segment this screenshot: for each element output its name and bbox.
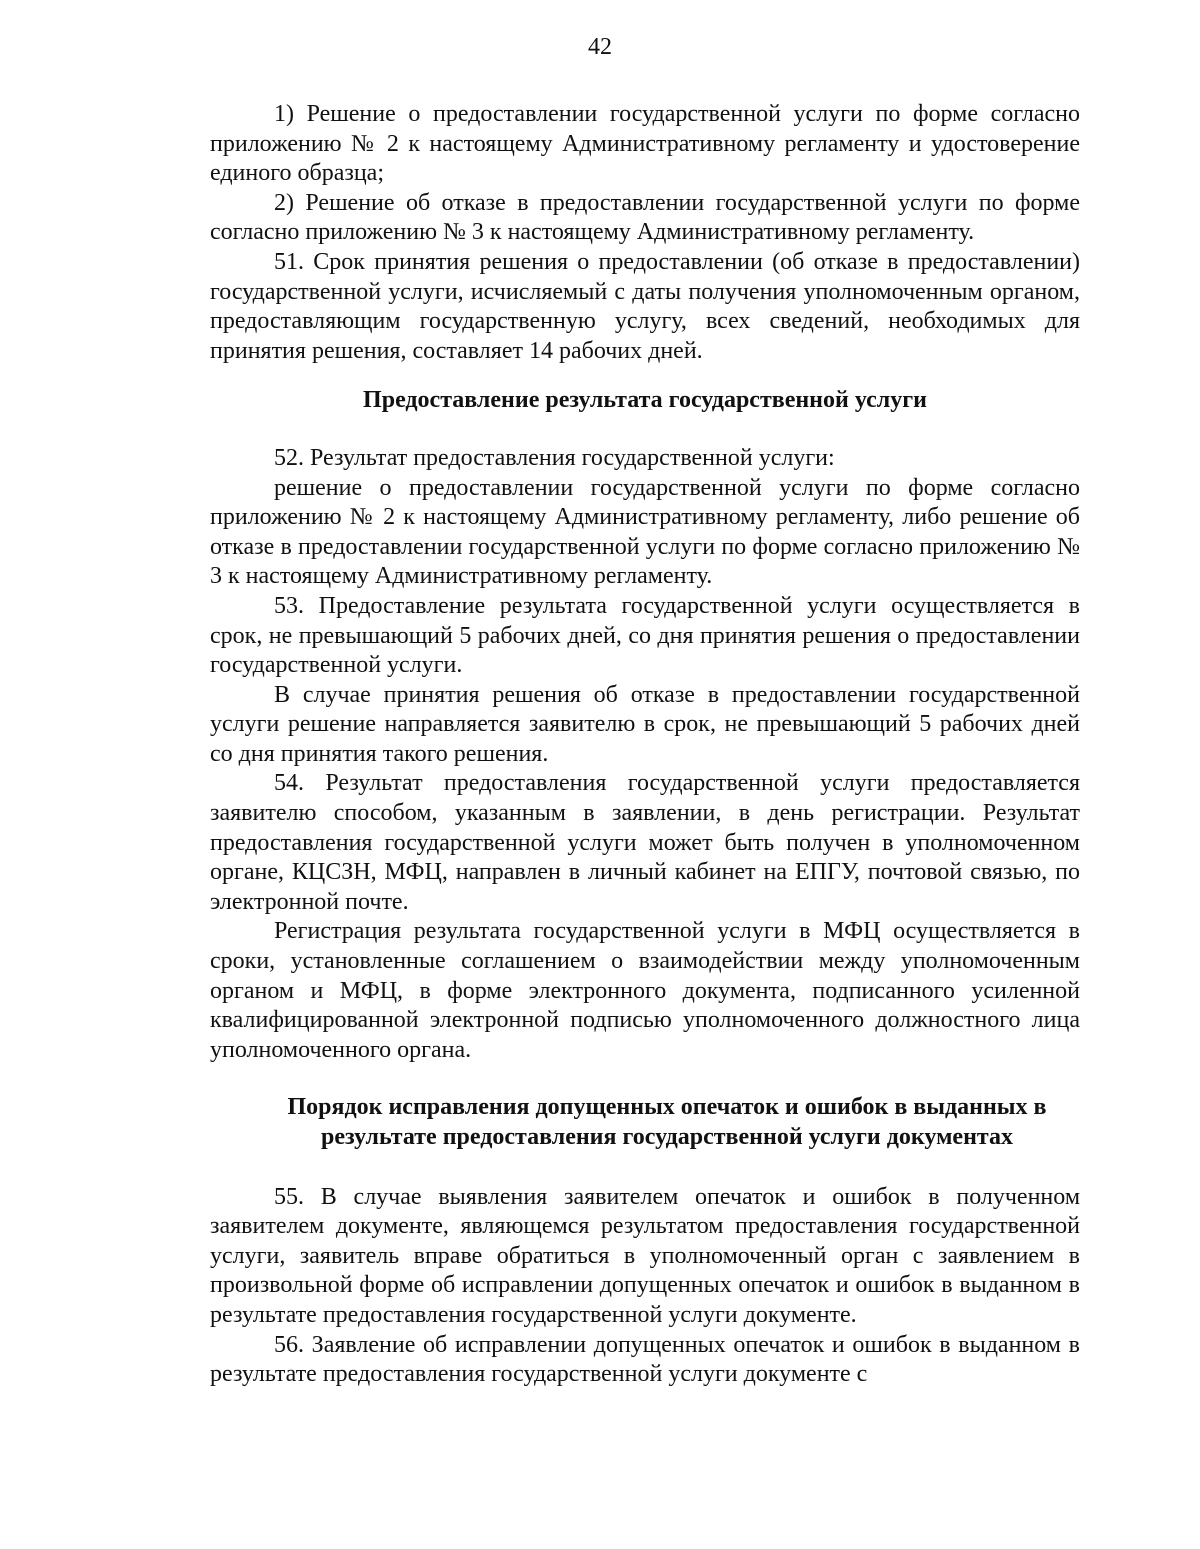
paragraph-item-2: 2) Решение об отказе в предоставлении государственной услуги по форме согласно приложению № 3 к настоящему Административному регламенту. xyxy=(210,189,1080,246)
paragraph-53-refusal: В случае принятия решения об отказе в предоставлении государственной услуги решение направляется заявителю в срок, не превышающий 5 рабочих дней со дня принятия такого решения. xyxy=(210,681,1080,767)
page-number: 42 xyxy=(588,34,612,60)
document-body xyxy=(210,100,1080,1390)
paragraph-51: 51. Срок принятия решения о предоставлении (об отказе в предоставлении) государственной услуги, исчисляемый с даты получения уполномоченным органом, предоставляющим государственную услугу, всех сведений, необходимых для принятия решения, составляет 14 рабочих дней. xyxy=(210,248,1080,364)
paragraph-55: 55. В случае выявления заявителем опечаток и ошибок в полученном заявителем документе, являющемся результатом предоставления государственной услуги, заявитель вправе обратиться в уполномоченный орган с заявлением в произвольной форме об исправлении допущенных опечаток и ошибок в выданном в результате предоставления государственной услуги документе. xyxy=(210,1183,1080,1328)
section-heading-corrections: Порядок исправления допущенных опечаток и ошибок в выданных в результате предоставления государственной услуги документах xyxy=(287,1094,1047,1150)
paragraph-52: 52. Результат предоставления государственной услуги: xyxy=(274,444,835,471)
paragraph-54-registration: Регистрация результата государственной услуги в МФЦ осуществляется в сроки, установленные соглашением о взаимодействии между уполномоченным органом и МФЦ, в форме электронного документа, подписанного усиленной квалифицированной электронной подписью уполномоченного должностного лица уполномоченного органа. xyxy=(210,918,1080,1063)
section-heading-result: Предоставление результата государственной услуги xyxy=(363,387,927,414)
paragraph-53: 53. Предоставление результата государственной услуги осуществляется в срок, не превышающий 5 рабочих дней, со дня принятия решения о предоставлении государственной услуги. xyxy=(210,592,1080,679)
paragraph-item-1: 1) Решение о предоставлении государственной услуги по форме согласно приложению № 2 к настоящему Административному регламенту и удостоверение единого образца; xyxy=(210,101,1080,187)
paragraph-54: 54. Результат предоставления государственной услуги предоставляется заявителю способом, указанным в заявлении, в день регистрации. Результат предоставления государственной услуги может быть получен в уполномоченном органе, КЦСЗН, МФЦ, направлен в личный кабинет на ЕПГУ, почтовой связью, по электронной почте. xyxy=(210,770,1080,915)
paragraph-56: 56. Заявление об исправлении допущенных опечаток и ошибок в выданном в результате предоставления государственной услуги документе с xyxy=(210,1331,1080,1388)
paragraph-52-body: решение о предоставлении государственной услуги по форме согласно приложению № 2 к настоящему Административному регламенту, либо решение об отказе в предоставлении государственной услуги по форме согласно приложению № 3 к настоящему Административному регламенту. xyxy=(210,474,1080,590)
